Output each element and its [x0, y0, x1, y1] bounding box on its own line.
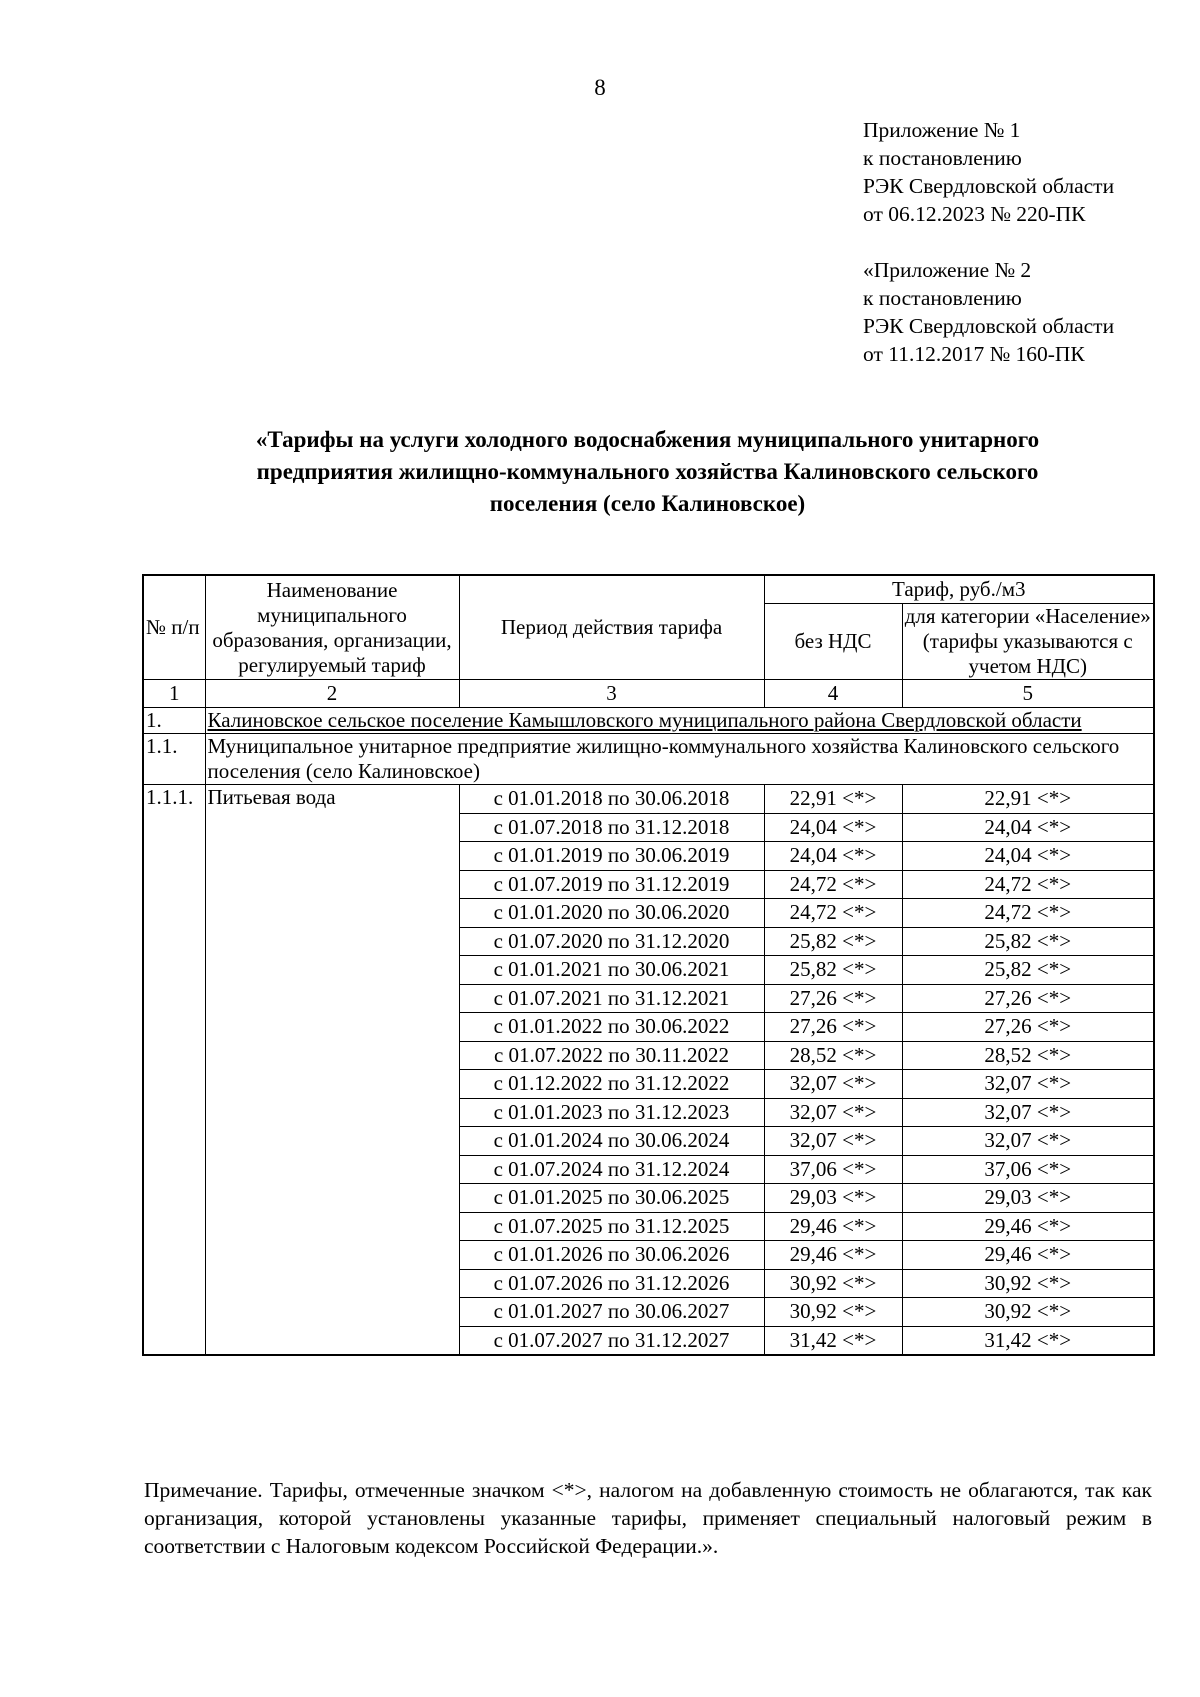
period-cell: с 01.01.2027 по 30.06.2027 [459, 1298, 764, 1327]
appendix-1-line-1: Приложение № 1 [863, 118, 1021, 142]
period-cell: с 01.07.2026 по 31.12.2026 [459, 1269, 764, 1298]
document-title [140, 424, 1155, 520]
population-cell: 25,82 <*> [902, 927, 1154, 956]
header-population: для категории «Население» (тарифы указываются с учетом НДС) [902, 604, 1154, 680]
no-vat-cell: 32,07 <*> [764, 1098, 902, 1127]
column-number: 5 [902, 680, 1154, 708]
period-cell: с 01.01.2020 по 30.06.2020 [459, 899, 764, 928]
column-number: 2 [205, 680, 459, 708]
page-number: 8 [594, 75, 606, 100]
period-cell: с 01.07.2027 по 31.12.2027 [459, 1326, 764, 1355]
period-cell: с 01.01.2019 по 30.06.2019 [459, 842, 764, 871]
header-row-1 [143, 575, 1154, 604]
period-cell: с 01.01.2023 по 31.12.2023 [459, 1098, 764, 1127]
appendix-1-block [863, 116, 1183, 228]
appendix-2-line-4: от 11.12.2017 № 160-ПК [863, 342, 1085, 366]
title-line-2: предприятия жилищно-коммунального хозяйства Калиновского сельского [256, 459, 1039, 484]
population-cell: 29,46 <*> [902, 1212, 1154, 1241]
population-cell: 32,07 <*> [902, 1127, 1154, 1156]
period-cell: с 01.07.2024 по 31.12.2024 [459, 1155, 764, 1184]
period-cell: с 01.07.2018 по 31.12.2018 [459, 813, 764, 842]
appendix-2-line-3: РЭК Свердловской области [863, 314, 1115, 338]
header-period: Период действия тарифа [459, 575, 764, 680]
header-no-vat: без НДС [764, 604, 902, 680]
population-cell: 24,04 <*> [902, 842, 1154, 871]
period-cell: с 01.01.2024 по 30.06.2024 [459, 1127, 764, 1156]
appendix-2-block [863, 256, 1183, 368]
tariff-item-num: 1.1.1. [143, 785, 205, 1356]
period-cell: с 01.01.2025 по 30.06.2025 [459, 1184, 764, 1213]
section-num: 1. [143, 708, 205, 734]
header-name: Наименование муниципального образования, организации, регулируемый тариф [205, 575, 459, 680]
appendix-2-line-1: «Приложение № 2 [863, 258, 1032, 282]
population-cell: 31,42 <*> [902, 1326, 1154, 1355]
organization-name: Муниципальное унитарное предприятие жилищно-коммунального хозяйства Калиновского сельского поселения (село Калиновское) [205, 734, 1154, 785]
no-vat-cell: 30,92 <*> [764, 1298, 902, 1327]
population-cell: 24,72 <*> [902, 899, 1154, 928]
period-cell: с 01.07.2019 по 31.12.2019 [459, 870, 764, 899]
header-num: № п/п [143, 575, 205, 680]
population-cell: 28,52 <*> [902, 1041, 1154, 1070]
population-cell: 30,92 <*> [902, 1269, 1154, 1298]
column-number: 1 [143, 680, 205, 708]
no-vat-cell: 32,07 <*> [764, 1127, 902, 1156]
population-cell: 27,26 <*> [902, 1013, 1154, 1042]
period-cell: с 01.01.2022 по 30.06.2022 [459, 1013, 764, 1042]
period-cell: с 01.01.2018 по 30.06.2018 [459, 785, 764, 814]
population-cell: 32,07 <*> [902, 1070, 1154, 1099]
column-number: 3 [459, 680, 764, 708]
population-cell: 29,46 <*> [902, 1241, 1154, 1270]
no-vat-cell: 30,92 <*> [764, 1269, 902, 1298]
title-line-3: поселения (село Калиновское) [489, 491, 806, 516]
no-vat-cell: 31,42 <*> [764, 1326, 902, 1355]
no-vat-cell: 24,72 <*> [764, 870, 902, 899]
organization-num: 1.1. [143, 734, 205, 785]
population-cell: 25,82 <*> [902, 956, 1154, 985]
period-cell: с 01.12.2022 по 31.12.2022 [459, 1070, 764, 1099]
tariff-table [142, 574, 1155, 1356]
no-vat-cell: 29,03 <*> [764, 1184, 902, 1213]
population-cell: 37,06 <*> [902, 1155, 1154, 1184]
period-cell: с 01.01.2026 по 30.06.2026 [459, 1241, 764, 1270]
no-vat-cell: 27,26 <*> [764, 1013, 902, 1042]
tariff-item-name: Питьевая вода [205, 785, 459, 1356]
table-row [143, 785, 1154, 814]
column-numbers-row [143, 680, 1154, 708]
period-cell: с 01.07.2021 по 31.12.2021 [459, 984, 764, 1013]
no-vat-cell: 37,06 <*> [764, 1155, 902, 1184]
header-tariff: Тариф, руб./м3 [764, 575, 1154, 604]
population-cell: 24,72 <*> [902, 870, 1154, 899]
no-vat-cell: 27,26 <*> [764, 984, 902, 1013]
no-vat-cell: 24,04 <*> [764, 813, 902, 842]
no-vat-cell: 28,52 <*> [764, 1041, 902, 1070]
population-cell: 22,91 <*> [902, 785, 1154, 814]
population-cell: 24,04 <*> [902, 813, 1154, 842]
no-vat-cell: 22,91 <*> [764, 785, 902, 814]
section-name: Калиновское сельское поселение Камышловского муниципального района Свердловской области [205, 708, 1154, 734]
no-vat-cell: 24,72 <*> [764, 899, 902, 928]
column-number: 4 [764, 680, 902, 708]
note: Примечание. Тарифы, отмеченные значком <*>, налогом на добавленную стоимость не облагаются, так как организация, которой установлены указанные тарифы, применяет специальный налоговый режим в соответствии с Налоговым кодексом Российской Федерации.». [144, 1478, 1152, 1558]
no-vat-cell: 25,82 <*> [764, 927, 902, 956]
population-cell: 27,26 <*> [902, 984, 1154, 1013]
no-vat-cell: 25,82 <*> [764, 956, 902, 985]
no-vat-cell: 29,46 <*> [764, 1241, 902, 1270]
appendix-2-line-2: к постановлению [863, 286, 1022, 310]
period-cell: с 01.01.2021 по 30.06.2021 [459, 956, 764, 985]
population-cell: 29,03 <*> [902, 1184, 1154, 1213]
period-cell: с 01.07.2020 по 31.12.2020 [459, 927, 764, 956]
population-cell: 30,92 <*> [902, 1298, 1154, 1327]
appendix-1-line-2: к постановлению [863, 146, 1022, 170]
no-vat-cell: 24,04 <*> [764, 842, 902, 871]
title-line-1: «Тарифы на услуги холодного водоснабжения муниципального унитарного [255, 427, 1040, 452]
population-cell: 32,07 <*> [902, 1098, 1154, 1127]
period-cell: с 01.07.2025 по 31.12.2025 [459, 1212, 764, 1241]
appendix-1-line-4: от 06.12.2023 № 220-ПК [863, 202, 1086, 226]
section-row [143, 708, 1154, 734]
no-vat-cell: 29,46 <*> [764, 1212, 902, 1241]
appendix-1-line-3: РЭК Свердловской области [863, 174, 1115, 198]
no-vat-cell: 32,07 <*> [764, 1070, 902, 1099]
organization-row [143, 734, 1154, 785]
period-cell: с 01.07.2022 по 30.11.2022 [459, 1041, 764, 1070]
